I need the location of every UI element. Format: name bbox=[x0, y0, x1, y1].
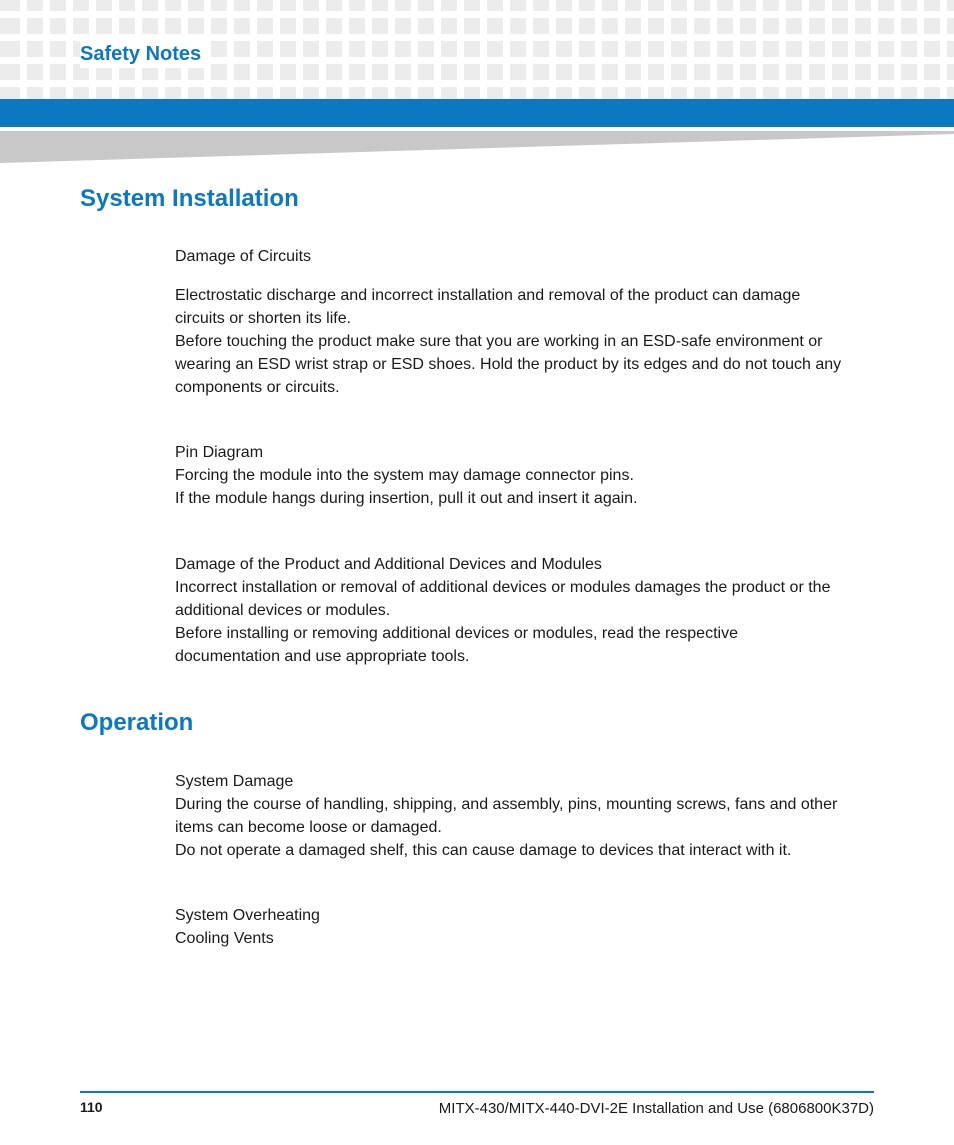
header-blue-bar bbox=[0, 99, 954, 127]
header-gray-wedge bbox=[0, 131, 954, 163]
notice-title-damage-of-product: Damage of the Product and Additional Devices and Modules bbox=[175, 556, 602, 573]
notice-title-system-damage: System Damage bbox=[175, 773, 294, 790]
section-label: Safety Notes bbox=[80, 40, 205, 68]
document-title: MITX-430/MITX-440-DVI-2E Installation and Use (6806800K37D) bbox=[438, 1100, 874, 1117]
text-line: circuits or shorten its life. bbox=[175, 310, 352, 327]
notice-title-system-overheating: System Overheating bbox=[175, 907, 320, 924]
text-line: wearing an ESD wrist strap or ESD shoes. Hold the product by its edges and do not touch any bbox=[175, 356, 842, 373]
heading-operation: Operation bbox=[80, 709, 194, 736]
text-line: If the module hangs during insertion, pull it out and insert it again. bbox=[175, 490, 638, 507]
text-line: Cooling Vents bbox=[175, 930, 274, 947]
notice-damage-of-product bbox=[175, 553, 875, 668]
heading-system-installation: System Installation bbox=[80, 185, 299, 212]
text-line: Before installing or removing additional devices or modules, read the respective bbox=[175, 625, 738, 642]
text-line: Forcing the module into the system may damage connector pins. bbox=[175, 467, 634, 484]
text-line: Incorrect installation or removal of additional devices or modules damages the product or the bbox=[175, 579, 831, 596]
page-number: 110 bbox=[80, 1099, 103, 1115]
notice-pin-diagram bbox=[175, 441, 875, 510]
notice-system-overheating bbox=[175, 904, 875, 950]
notice-body-damage-of-circuits bbox=[175, 284, 875, 399]
footer-rule bbox=[80, 1091, 874, 1093]
text-line: During the course of handling, shipping, and assembly, pins, mounting screws, fans and other bbox=[175, 796, 838, 813]
text-line: Electrostatic discharge and incorrect installation and removal of the product can damage bbox=[175, 287, 801, 304]
notice-title-damage-of-circuits: Damage of Circuits bbox=[175, 248, 312, 265]
text-line: items can become loose or damaged. bbox=[175, 819, 442, 836]
text-line: Do not operate a damaged shelf, this can cause damage to devices that interact with it. bbox=[175, 842, 792, 859]
notice-title-pin-diagram: Pin Diagram bbox=[175, 444, 264, 461]
text-line: Before touching the product make sure that you are working in an ESD-safe environment or bbox=[175, 333, 823, 350]
notice-system-damage bbox=[175, 770, 875, 862]
text-line: components or circuits. bbox=[175, 379, 340, 396]
text-line: documentation and use appropriate tools. bbox=[175, 648, 470, 665]
text-line: additional devices or modules. bbox=[175, 602, 391, 619]
